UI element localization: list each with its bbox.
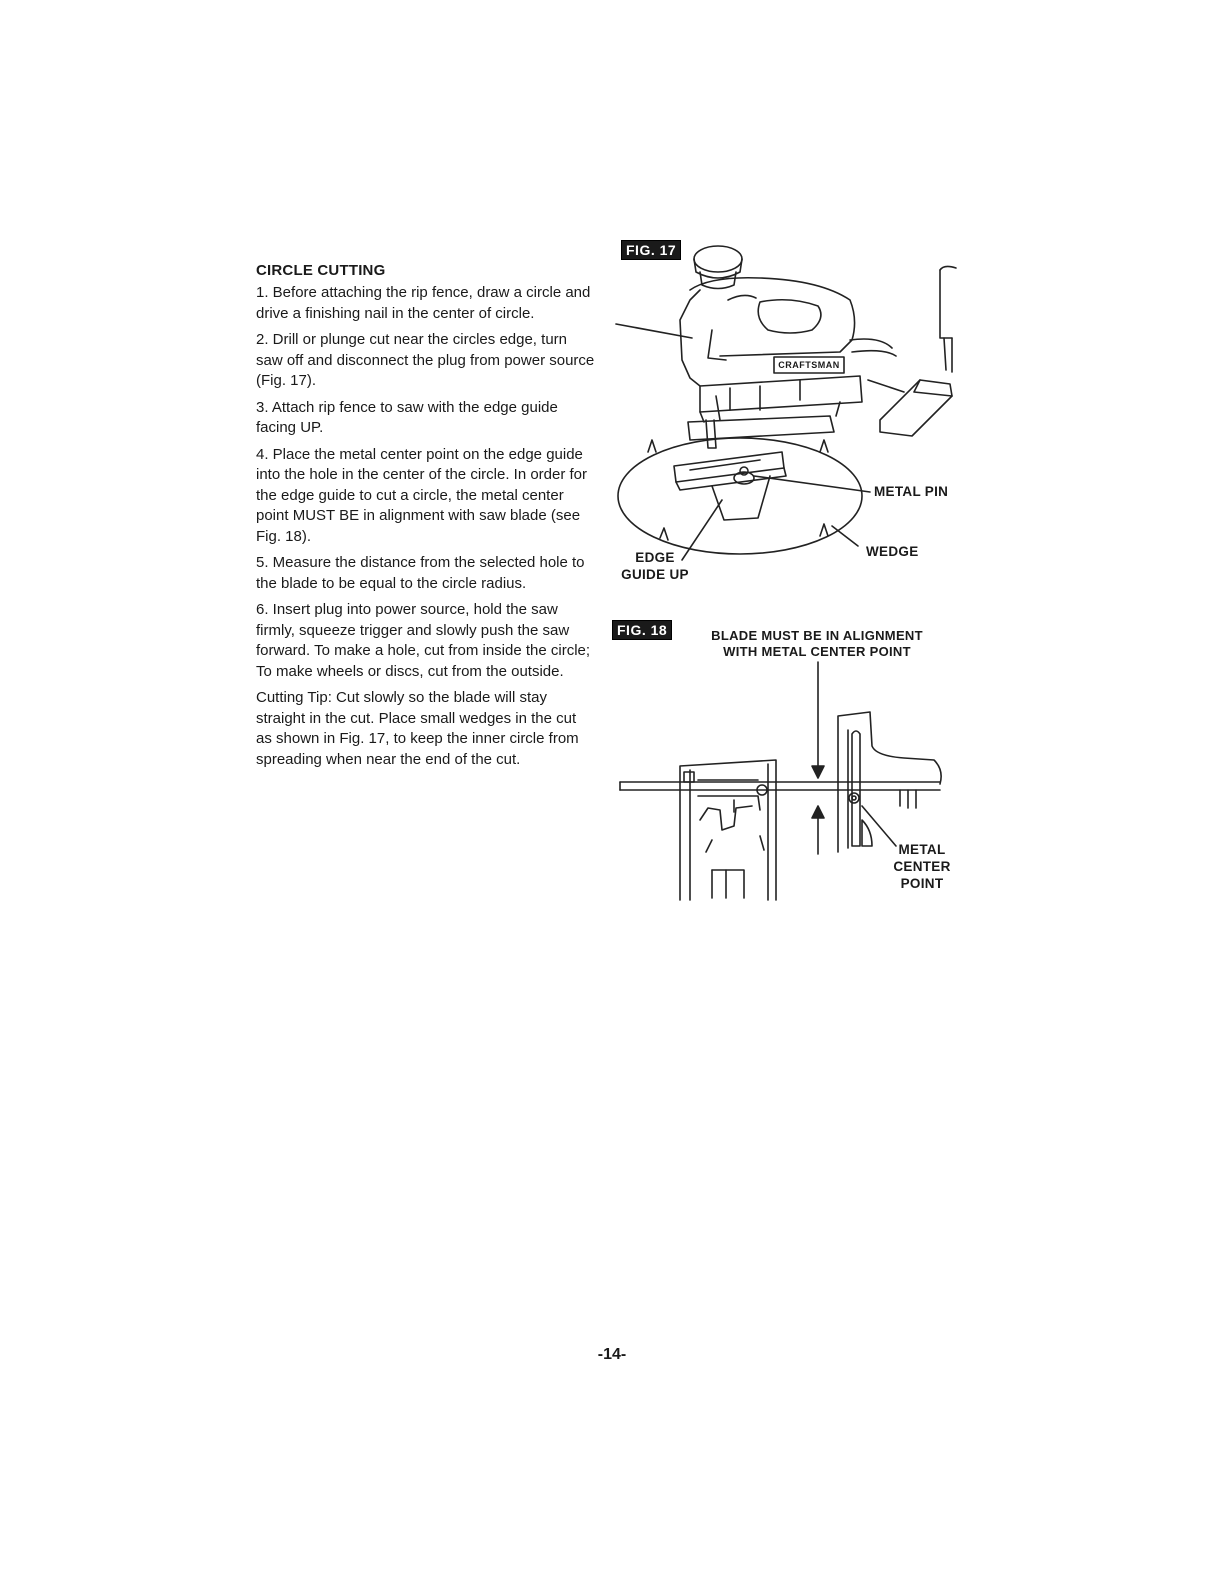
wedge-mark-1 [648,440,656,452]
label-edge-guide-line2: GUIDE UP [621,567,689,582]
label-edge-guide [620,549,690,583]
label-edge-guide-line1: EDGE [635,550,675,565]
fig-18-caption-line1: BLADE MUST BE IN ALIGNMENT [711,628,923,643]
section-heading: CIRCLE CUTTING [256,262,386,279]
page-number: -14- [597,1346,627,1363]
wedge-mark-4 [820,524,828,536]
step-6: 6. Insert plug into power source, hold the saw firmly, squeeze trigger and slowly push the saw forward. To make a hole, cut from inside the circle; To make wheels or discs, cut from the outside. [256,601,591,680]
label-metal-pin: METAL PIN [874,484,949,499]
edge-guide [674,452,786,520]
label-metal-center-point-line1: METAL [898,842,946,857]
fig-18-caption-line2: WITH METAL CENTER POINT [723,644,911,659]
metal-pin-pointer [754,476,870,492]
label-wedge: WEDGE [866,544,919,559]
fig-18-badge: FIG. 18 [612,620,672,640]
step-5: 5. Measure the distance from the selected hole to the blade to be equal to the circle radius. [256,554,585,592]
step-1: 1. Before attaching the rip fence, draw a circle and drive a finishing nail in the center of circle. [256,284,591,322]
step-3: 3. Attach rip fence to saw with the edge guide facing UP. [256,398,558,436]
fig-17-badge: FIG. 17 [621,240,681,260]
step-2: 2. Drill or plunge cut near the circles edge, turn saw off and disconnect the plug from power source (Fig. 17). [256,331,595,389]
wedge-mark-2 [820,440,828,452]
label-metal-center-point-line2: CENTER [893,859,951,874]
fig-18-caption [694,628,940,660]
step-4: 4. Place the metal center point on the edge guide into the hole in the center of the circle. In order for the edge guide to cut a circle, the metal center point MUST BE in alignment with saw blade (see Fig. 18). [256,445,588,545]
wedge-pointer [832,526,858,546]
cutting-tip: Cutting Tip: Cut slowly so the blade will stay straight in the cut. Place small wedges in the cut as shown in Fig. 17, to keep the inner circle from spreading when near the end of the cut. [256,689,579,768]
jig-saw-illustration [616,246,896,448]
brand-label: CRAFTSMAN [778,360,840,370]
wedge-mark-3 [660,528,668,540]
label-metal-center-point [890,841,954,892]
label-metal-center-point-line3: POINT [900,876,944,891]
cut-circle [618,438,862,554]
